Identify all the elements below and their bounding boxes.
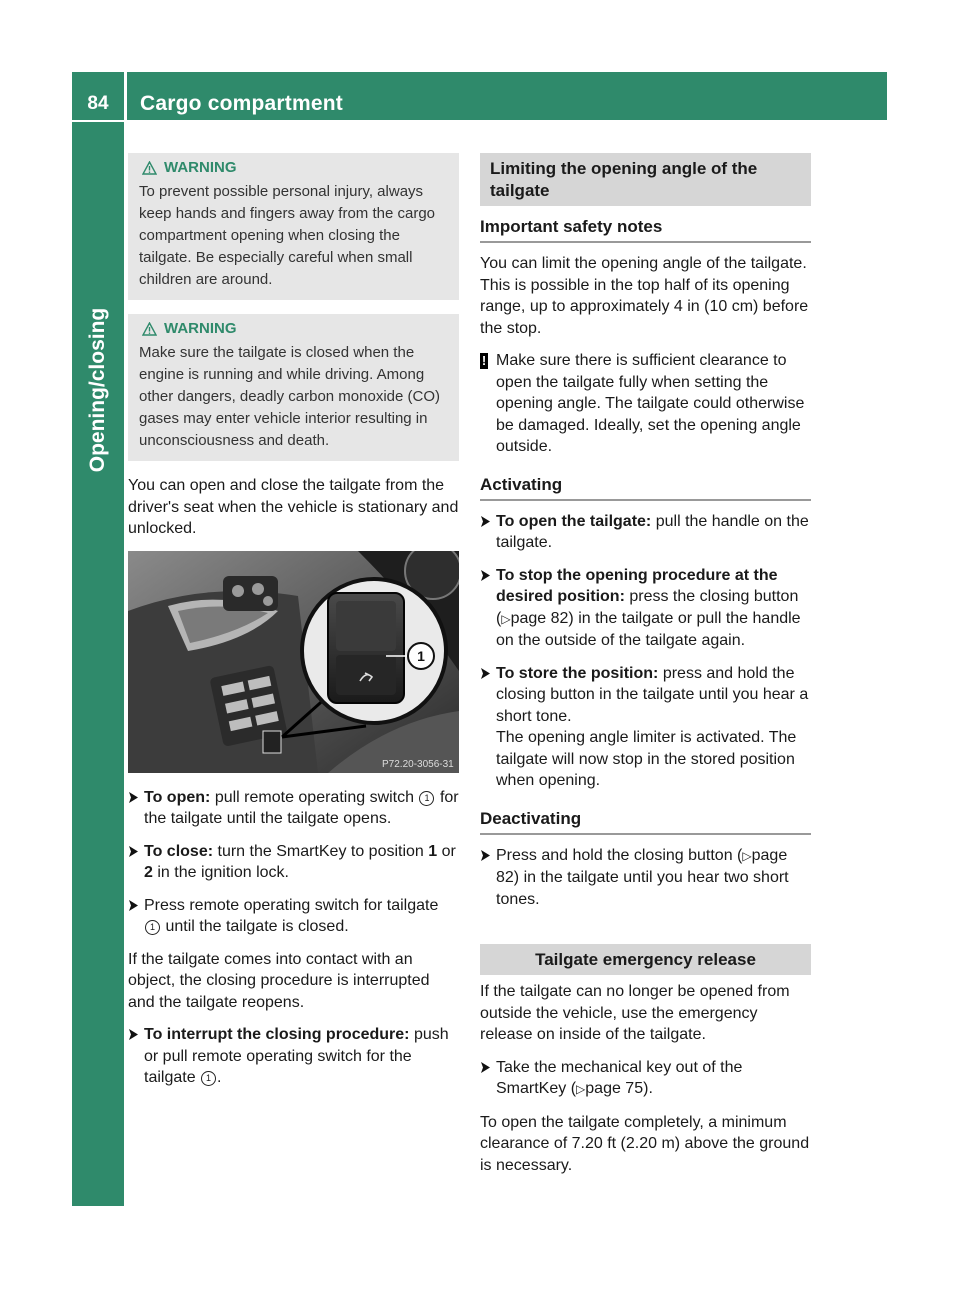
warning-text: Make sure the tailgate is closed when the engine is running and while driving. Among other dangers, deadly carbon monoxide (CO) gases may enter vehicle interior resulting in unconsciousness and death. bbox=[139, 344, 440, 449]
step-text: Press remote operating switch for tailgate bbox=[144, 896, 439, 914]
step-text: The opening angle limiter is activated. The tailgate will now stop in the stored position when opening. bbox=[496, 729, 797, 789]
instruction-step bbox=[480, 511, 811, 554]
caution-text: Make sure there is sufficient clearance to open the tailgate fully when setting the opening angle. The tailgate could otherwise be damaged. Ideally, set the opening angle outside. bbox=[496, 352, 805, 455]
step-bold: To interrupt the closing procedure: bbox=[144, 1026, 410, 1043]
step-text: press the closing button bbox=[629, 588, 799, 605]
step-text: for the tailgate until the tailgate opens. bbox=[144, 788, 459, 827]
warning-triangle-icon bbox=[142, 161, 157, 175]
step-text: until the tailgate is closed. bbox=[165, 918, 349, 935]
step-text: Take the mechanical key out of the SmartKey bbox=[496, 1058, 743, 1097]
step-text: Press and hold the closing button bbox=[496, 846, 733, 864]
instruction-step bbox=[128, 1024, 459, 1089]
step-bold: To open: bbox=[144, 788, 211, 806]
warning-triangle-icon bbox=[142, 322, 157, 336]
step-arrow-icon bbox=[480, 1062, 490, 1073]
side-label-text: Opening/closing bbox=[86, 307, 109, 473]
warning-box bbox=[128, 314, 459, 461]
subsection-heading: Important safety notes bbox=[480, 212, 811, 243]
instruction-step bbox=[128, 895, 459, 938]
subsection-heading: Activating bbox=[480, 470, 811, 501]
warning-heading bbox=[139, 318, 448, 340]
callout-marker: 1 bbox=[145, 920, 160, 935]
section-heading: Tailgate emergency release bbox=[480, 944, 811, 975]
step-text: . bbox=[648, 1080, 653, 1097]
figure-callout: 1 bbox=[417, 647, 425, 664]
warning-label: WARNING bbox=[164, 159, 237, 176]
warning-label: WARNING bbox=[164, 320, 237, 337]
body-paragraph: You can limit the opening angle of the tailgate. This is possible in the top half of its opening range, up to approximately 4 in (10 cm) before the stop. bbox=[480, 255, 809, 337]
page-ref-icon: ▷ bbox=[576, 1082, 586, 1096]
instruction-step: To stop the opening procedure at the desired position: press the closing button (▷page 82) in the tailgate or pull the handle on the outside of the tailgate again. bbox=[480, 565, 811, 652]
step-arrow-icon bbox=[480, 668, 490, 679]
step-text: press and hold the closing button in the tailgate until you hear a short tone. bbox=[496, 664, 809, 725]
step-text: in the tailgate or pull the handle on the outside of the tailgate again. bbox=[496, 609, 801, 649]
body-paragraph: If the tailgate comes into contact with an object, the closing procedure is interrupted and the tailgate reopens. bbox=[128, 950, 430, 1011]
step-bold: To store the position: bbox=[496, 664, 659, 682]
page-reference[interactable]: page 75 bbox=[585, 1080, 644, 1097]
step-bold: To close: bbox=[144, 842, 214, 860]
step-bold: To open the tailgate: bbox=[496, 512, 652, 530]
step-arrow-icon bbox=[128, 846, 138, 857]
step-text: pull remote operating switch bbox=[214, 788, 415, 806]
warning-heading bbox=[139, 157, 448, 179]
step-text: pull the handle on the tailgate. bbox=[496, 512, 809, 551]
step-arrow-icon bbox=[480, 570, 490, 581]
instruction-step bbox=[128, 787, 459, 830]
callout-marker: 1 bbox=[419, 791, 434, 806]
position-number: 1 bbox=[428, 842, 438, 860]
step-text: in the ignition lock. bbox=[157, 864, 289, 881]
step-arrow-icon bbox=[128, 792, 138, 803]
step-text: push or pull remote operating switch for the tailgate bbox=[144, 1026, 449, 1086]
section-heading: Limiting the opening angle of the tailgate bbox=[480, 153, 811, 206]
step-arrow-icon bbox=[128, 900, 138, 911]
position-number: 2 bbox=[144, 864, 153, 881]
page-ref-icon: ▷ bbox=[742, 848, 752, 863]
step-arrow-icon bbox=[480, 516, 490, 527]
instruction-step bbox=[480, 663, 811, 792]
instruction-step: Press and hold the closing button (▷page 82) in the tailgate until you hear two short tones. bbox=[480, 845, 811, 911]
step-text: in the tailgate until you hear two short tones. bbox=[496, 869, 789, 908]
callout-marker: 1 bbox=[201, 1071, 216, 1086]
body-paragraph: If the tailgate can no longer be opened from outside the vehicle, use the emergency release on inside of the tailgate. bbox=[480, 983, 790, 1043]
door-panel-illustration bbox=[128, 551, 459, 773]
right-column bbox=[480, 153, 811, 1187]
instruction-step: Take the mechanical key out of the SmartKey (▷page 75). bbox=[480, 1057, 811, 1101]
page-title: Cargo compartment bbox=[140, 92, 343, 115]
step-text: or bbox=[441, 842, 456, 860]
page-number: 84 bbox=[87, 93, 109, 114]
side-label bbox=[72, 260, 124, 520]
caution-note bbox=[480, 350, 811, 458]
door-switch-figure bbox=[128, 551, 459, 773]
header-separator bbox=[124, 72, 127, 120]
body-paragraph: To open the tailgate completely, a minimum clearance of 7.20 ft (2.20 m) above the ground is necessary. bbox=[480, 1113, 810, 1174]
step-text: . bbox=[217, 1069, 222, 1086]
step-bold: To stop the opening procedure at the desired position: bbox=[496, 566, 778, 605]
caution-icon: ! bbox=[481, 353, 487, 368]
page-ref-icon: ▷ bbox=[501, 611, 511, 626]
figure-code: P72.20-3056-31 bbox=[382, 758, 454, 770]
warning-box bbox=[128, 153, 459, 300]
step-arrow-icon bbox=[480, 850, 490, 861]
page-reference[interactable]: page 82 bbox=[510, 609, 569, 627]
intro-paragraph: You can open and close the tailgate from the driver's seat when the vehicle is stationary and unlocked. bbox=[128, 477, 459, 537]
left-column bbox=[128, 153, 459, 1100]
page-reference[interactable]: page 82 bbox=[496, 846, 788, 886]
instruction-step bbox=[128, 841, 459, 884]
warning-text: To prevent possible personal injury, always keep hands and fingers away from the cargo compartment opening when closing the tailgate. Be especially careful when small children are around. bbox=[139, 183, 436, 288]
step-arrow-icon bbox=[128, 1029, 138, 1040]
subsection-heading: Deactivating bbox=[480, 804, 811, 835]
step-text: turn the SmartKey to position bbox=[217, 842, 424, 860]
